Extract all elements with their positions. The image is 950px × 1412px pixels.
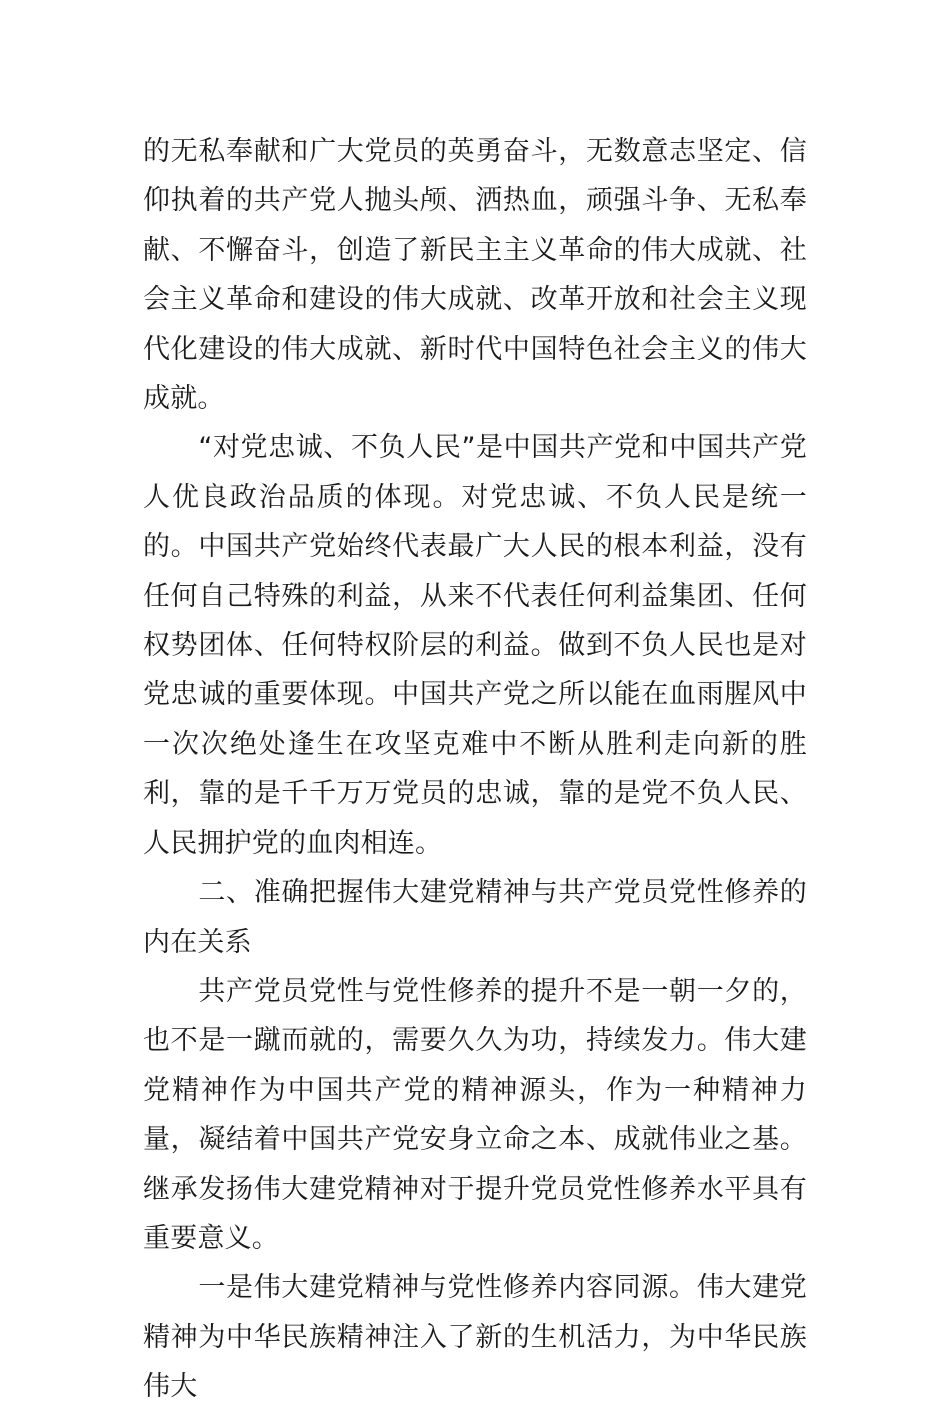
paragraph-continuation: 的无私奉献和广大党员的英勇奋斗，无数意志坚定、信仰执着的共产党人抛头颅、洒热血，顽强斗争、无私奉献、不懈奋斗，创造了新民主主义革命的伟大成就、社会主义革命和建设的伟大成就、改革开放和社会主义现代化建设的伟大成就、新时代中国特色社会主义的伟大成就。 <box>143 136 807 415</box>
section-heading-2: 二、准确把握伟大建党精神与共产党员党性修养的内在关系 <box>143 877 807 958</box>
paragraph-party-spirit: 共产党员党性与党性修养的提升不是一朝一夕的，也不是一蹴而就的，需要久久为功，持续发力。伟大建党精神作为中国共产党的精神源头，作为一种精神力量，凝结着中国共产党安身立命之本、成就伟业之基。继承发扬伟大建党精神对于提升党员党性修养水平具有重要意义。 <box>143 975 807 1254</box>
paragraph-loyalty: “对党忠诚、不负人民”是中国共产党和中国共产党人优良政治品质的体现。对党忠诚、不负人民是统一的。中国共产党始终代表最广大人民的根本利益，没有任何自己特殊的利益，从来不代表任何利益集团、任何权势团体、任何特权阶层的利益。做到不负人民也是对党忠诚的重要体现。中国共产党之所以能在血雨腥风中一次次绝处逢生在攻坚克难中不断从胜利走向新的胜利，靠的是千千万万党员的忠诚，靠的是党不负人民、人民拥护党的血肉相连。 <box>143 432 807 859</box>
paragraph-same-origin: 一是伟大建党精神与党性修养内容同源。伟大建党精神为中华民族精神注入了新的生机活力，为中华民族伟大 <box>143 1272 807 1403</box>
document-body <box>143 127 807 1412</box>
